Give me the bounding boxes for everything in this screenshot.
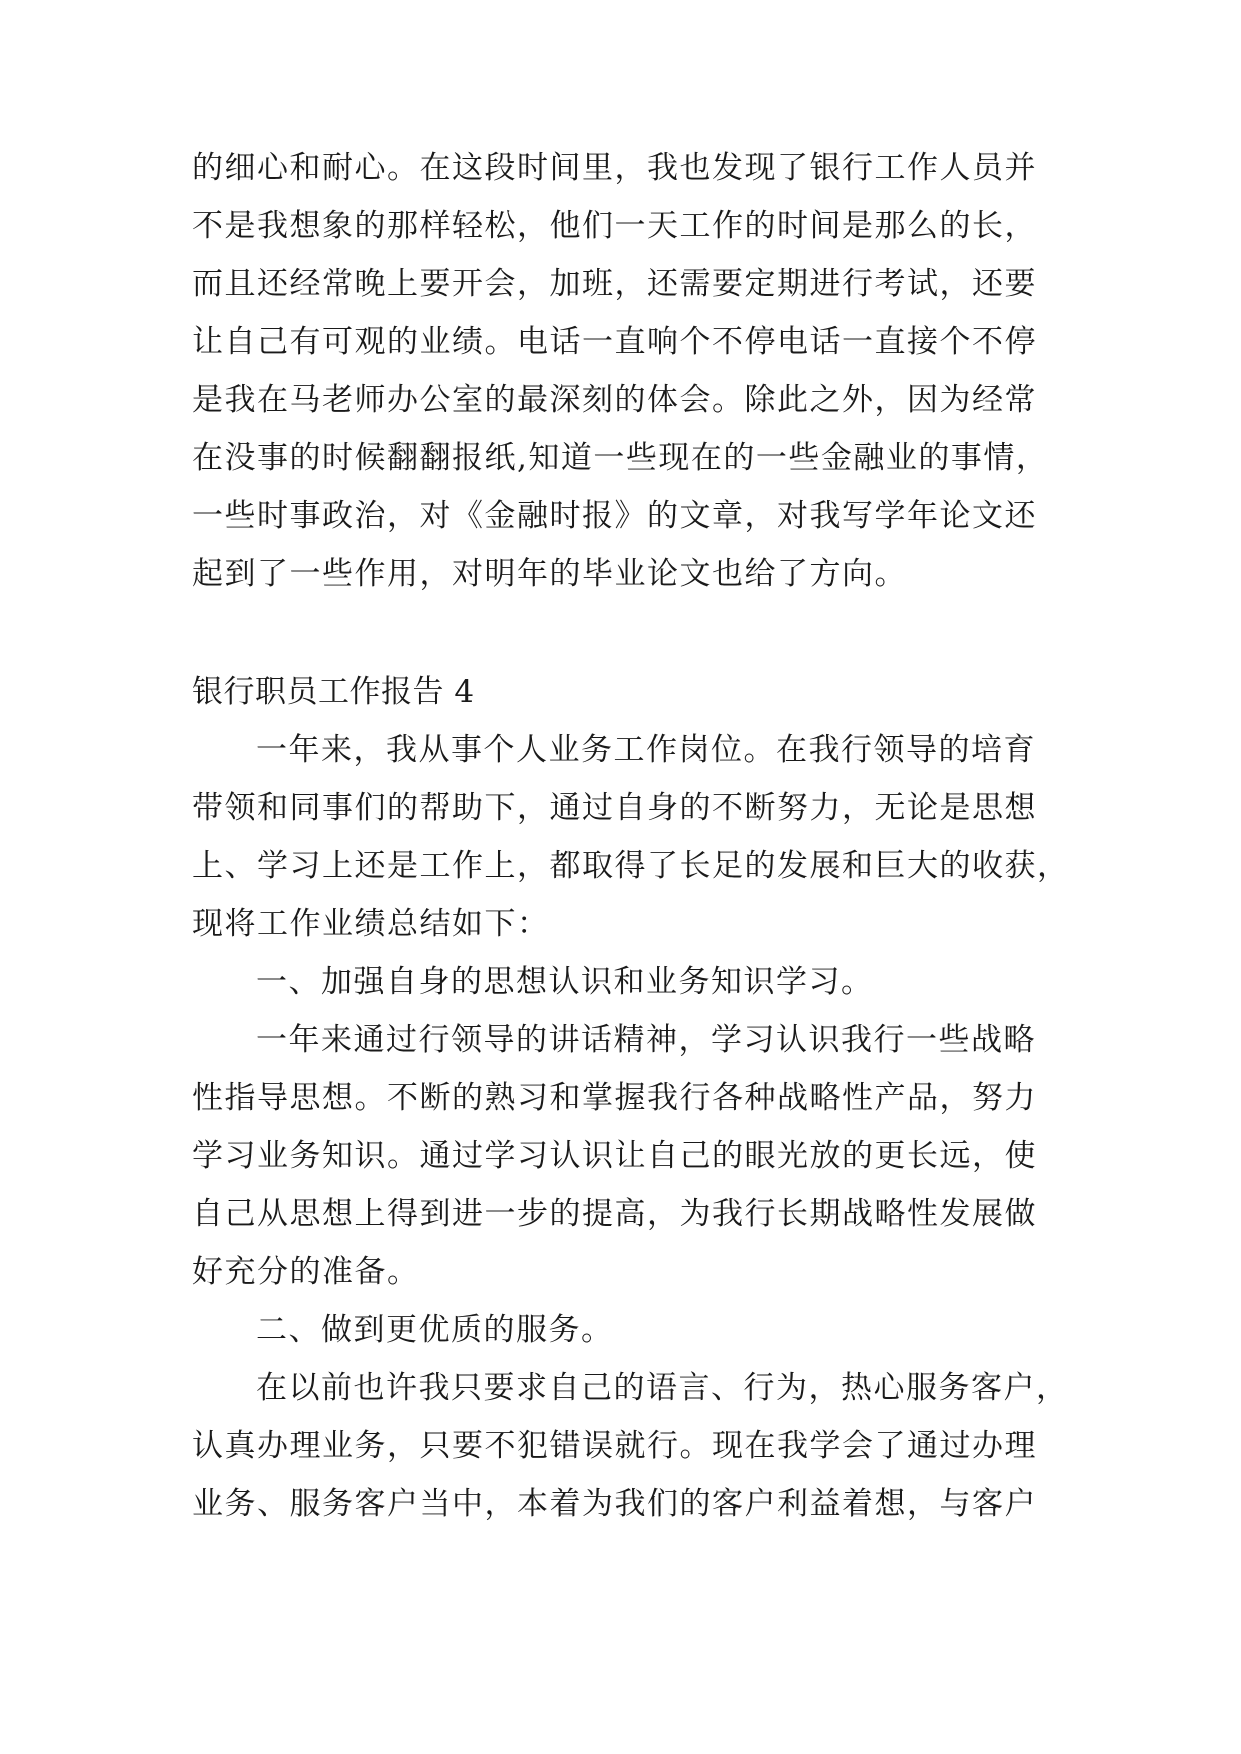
paragraph-line: 是我在马老师办公室的最深刻的体会。除此之外，因为经常 (192, 382, 1037, 418)
paragraph-line: 上、学习上还是工作上，都取得了长足的发展和巨大的收获， (192, 848, 1070, 884)
paragraph-line: 一些时事政治，对《金融时报》的文章，对我写学年论文还 (192, 498, 1037, 534)
paragraph-line: 学习业务知识。通过学习认识让自己的眼光放的更长远，使 (192, 1138, 1037, 1174)
paragraph-line: 的细心和耐心。在这段时间里，我也发现了银行工作人员并 (192, 150, 1037, 186)
paragraph-line: 性指导思想。不断的熟习和掌握我行各种战略性产品，努力 (192, 1080, 1037, 1116)
paragraph-line: 起到了一些作用，对明年的毕业论文也给了方向。 (192, 556, 907, 592)
paragraph-line: 自己从思想上得到进一步的提高，为我行长期战略性发展做 (192, 1196, 1037, 1232)
paragraph-line: 不是我想象的那样轻松，他们一天工作的时间是那么的长， (192, 208, 1037, 244)
paragraph-line: 一年来，我从事个人业务工作岗位。在我行领导的培育 (256, 732, 1036, 768)
paragraph-line: 现将工作业绩总结如下： (192, 906, 550, 942)
paragraph-line: 让自己有可观的业绩。电话一直响个不停电话一直接个不停 (192, 324, 1037, 360)
paragraph-line: 一年来通过行领导的讲话精神，学习认识我行一些战略 (256, 1022, 1036, 1058)
point-title: 二、做到更优质的服务。 (256, 1312, 614, 1348)
paragraph-line: 认真办理业务，只要不犯错误就行。现在我学会了通过办理 (192, 1428, 1037, 1464)
section-heading: 银行职员工作报告 4 (192, 674, 475, 710)
paragraph-line: 在以前也许我只要求自己的语言、行为，热心服务客户， (256, 1370, 1069, 1406)
paragraph-line: 带领和同事们的帮助下，通过自身的不断努力，无论是思想 (192, 790, 1037, 826)
paragraph-line: 而且还经常晚上要开会，加班，还需要定期进行考试，还要 (192, 266, 1037, 302)
paragraph-line: 在没事的时候翻翻报纸,知道一些现在的一些金融业的事情， (192, 440, 1049, 476)
paragraph-line: 好充分的准备。 (192, 1254, 420, 1290)
point-title: 一、加强自身的思想认识和业务知识学习。 (256, 964, 874, 1000)
paragraph-line: 业务、服务客户当中，本着为我们的客户利益着想，与客户 (192, 1486, 1037, 1522)
